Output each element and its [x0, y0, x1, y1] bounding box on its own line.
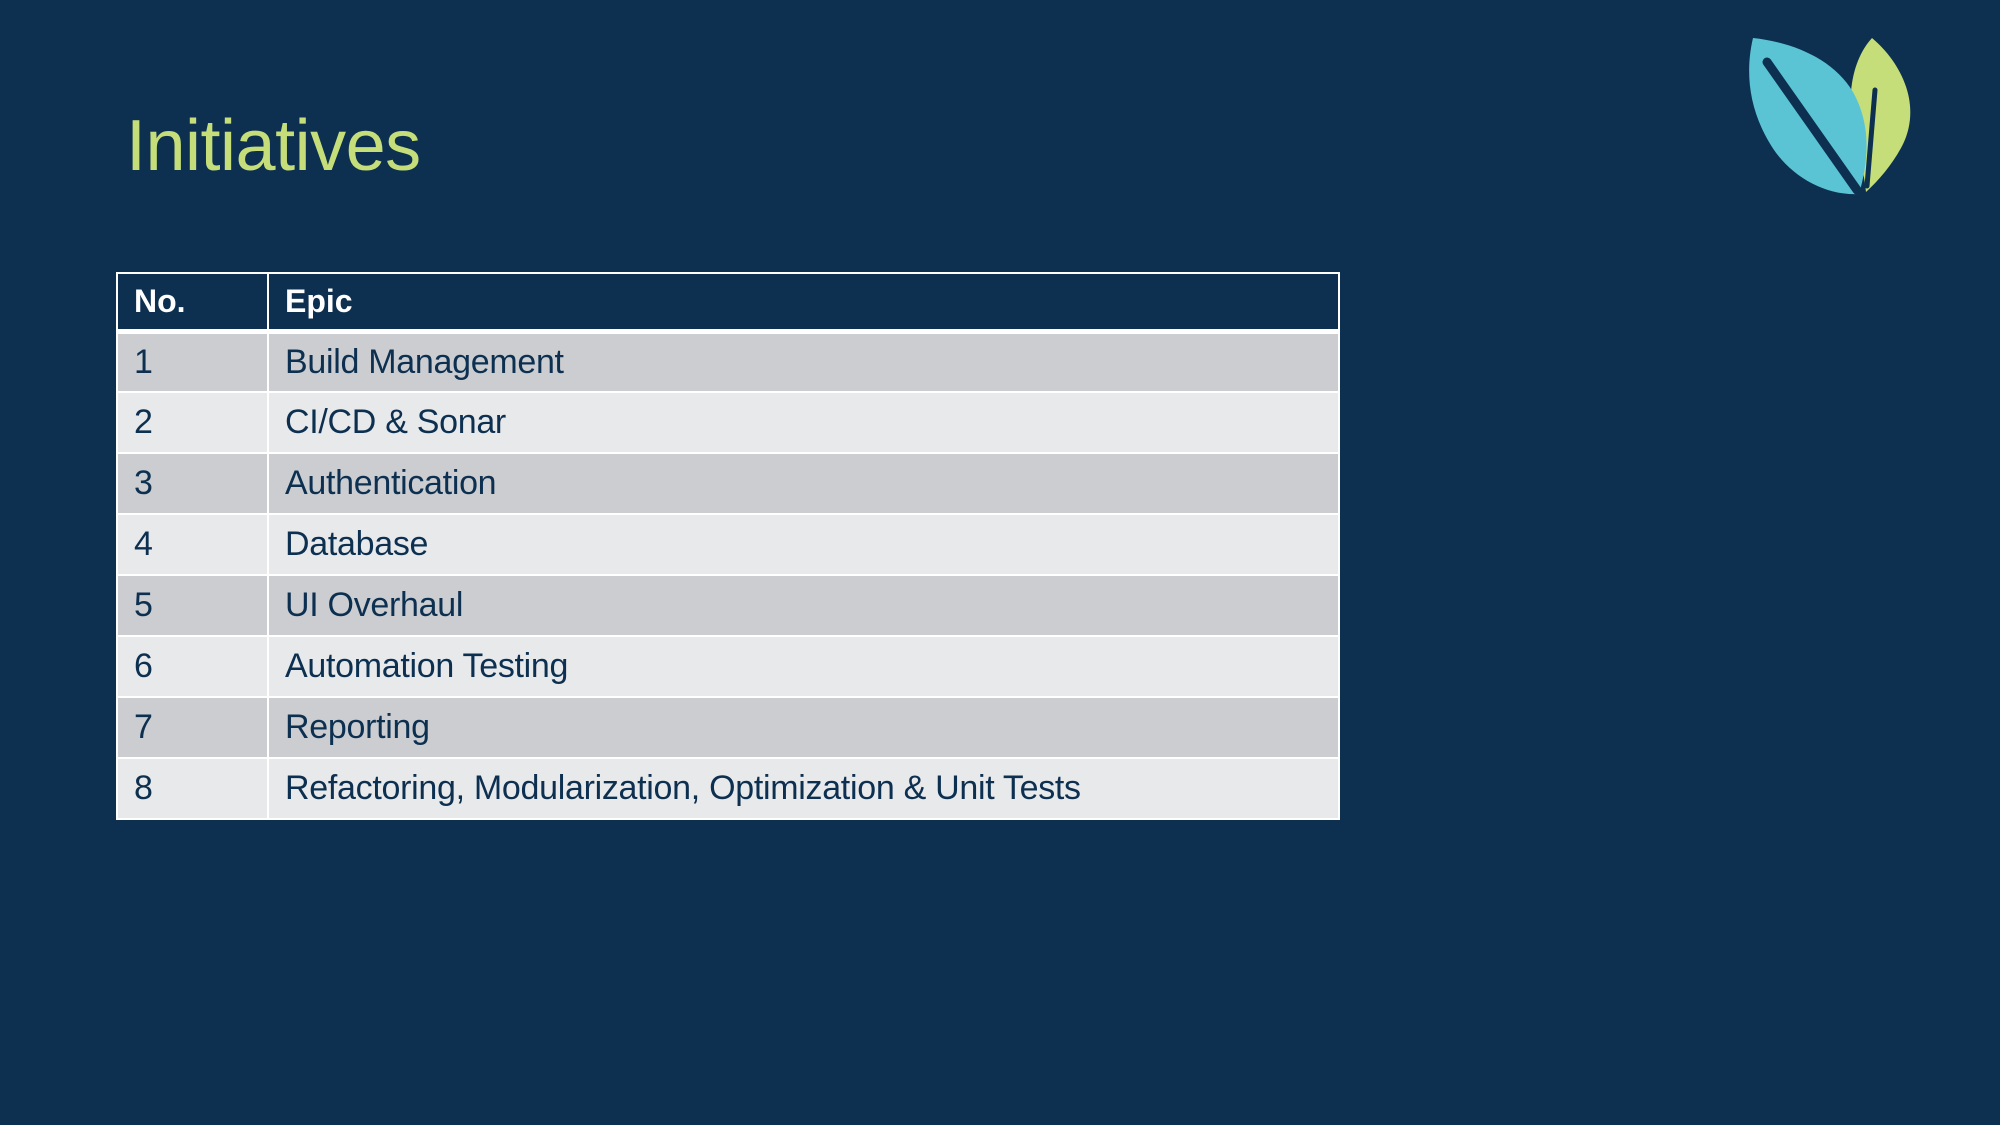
leaf-logo-icon — [1745, 36, 1920, 198]
row-number: 2 — [117, 392, 268, 453]
header-no: No. — [117, 273, 268, 331]
table-row — [117, 758, 1339, 819]
row-epic: Database — [268, 514, 1339, 575]
initiatives-table — [116, 272, 1340, 820]
row-epic: Authentication — [268, 453, 1339, 514]
row-epic: UI Overhaul — [268, 575, 1339, 636]
row-epic: Refactoring, Modularization, Optimization & Unit Tests — [268, 758, 1339, 819]
row-number: 5 — [117, 575, 268, 636]
row-number: 3 — [117, 453, 268, 514]
table-row — [117, 392, 1339, 453]
table-row — [117, 514, 1339, 575]
table-row — [117, 636, 1339, 697]
slide-title: Initiatives — [126, 106, 421, 186]
table-row — [117, 575, 1339, 636]
row-epic: CI/CD & Sonar — [268, 392, 1339, 453]
header-epic: Epic — [268, 273, 1339, 331]
row-number: 1 — [117, 331, 268, 392]
row-number: 8 — [117, 758, 268, 819]
table-row — [117, 453, 1339, 514]
table-row — [117, 697, 1339, 758]
row-epic: Reporting — [268, 697, 1339, 758]
row-number: 6 — [117, 636, 268, 697]
row-epic: Build Management — [268, 331, 1339, 392]
row-epic: Automation Testing — [268, 636, 1339, 697]
row-number: 7 — [117, 697, 268, 758]
table-header-row — [117, 273, 1339, 331]
row-number: 4 — [117, 514, 268, 575]
table-row — [117, 331, 1339, 392]
